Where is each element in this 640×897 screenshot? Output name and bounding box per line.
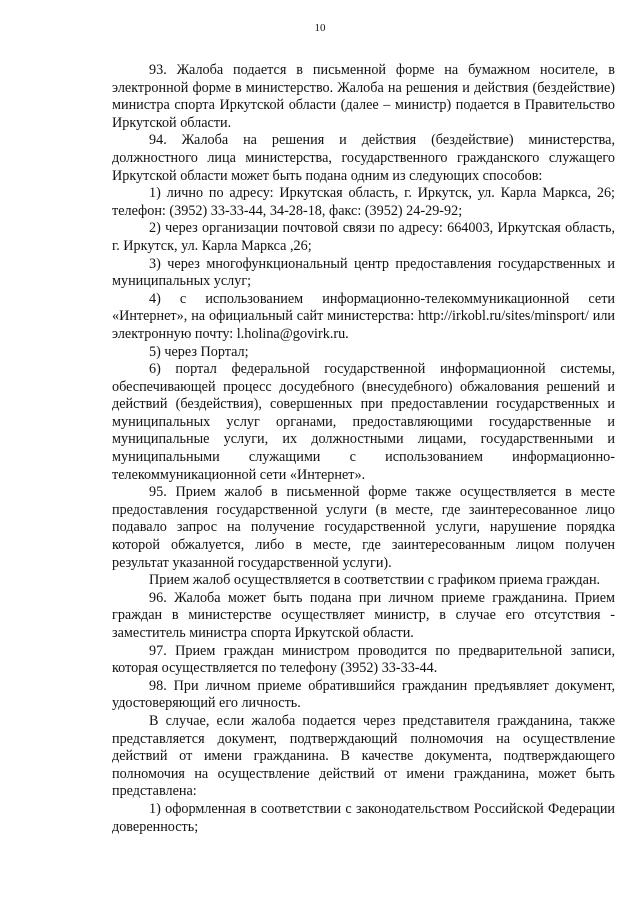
list-item-1: 1) лично по адресу: Иркутская область, г. Иркутск, ул. Карла Маркса, 26; телефон: (3952) 33-33-44, 34-28-18, факс: (3952) 24-29-92; <box>112 185 615 219</box>
list-item-5: 5) через Портал; <box>149 343 249 360</box>
paragraph-98: 98. При личном приеме обратившийся гражданин предъявляет документ, удостоверяющий его личность. <box>112 677 615 712</box>
paragraph-95-schedule: Прием жалоб осуществляется в соответствии с графиком приема граждан. <box>149 572 601 589</box>
document-body <box>112 62 615 836</box>
paragraph-94: 94. Жалоба на решения и действия (бездействие) министерства, должностного лица министерства, государственного гражданского служащего Иркутской области может быть подана одним из следующих способов: <box>112 132 615 184</box>
list-item-3: 3) через многофункциональный центр предоставления государственных и муниципальных услуг; <box>112 255 615 290</box>
list-item-power-of-attorney: 1) оформленная в соответствии с законодательством Российской Федерации доверенность; <box>112 800 615 835</box>
paragraph-96: 96. Жалоба может быть подана при личном приеме гражданина. Прием граждан в министерстве осуществляет министр, в случае его отсутствия - заместитель министра спорта Иркутской области. <box>112 589 615 641</box>
paragraph-93: 93. Жалоба подается в письменной форме на бумажном носителе, в электронной форме в министерство. Жалоба на решения и действия (бездействие) министра спорта Иркутской области (далее – министр) подается в Правительство Иркутской области. <box>112 62 615 131</box>
list-item-6: 6) портал федеральной государственной информационной системы, обеспечивающей процесс досудебного (внесудебного) обжалования решений и действий (бездействия), совершенных при предоставлении государственных и муниципальных услуг органами, предоставляющими государственные и муниципальные услуги, их должностными лицами, государственными и муниципальными служащими с использованием информационно-телекоммуникационной сети «Интернет». <box>112 361 615 483</box>
page-number: 10 <box>314 22 326 34</box>
paragraph-97: 97. Прием граждан министром проводится по предварительной записи, которая осуществляется по телефону (3952) 33-33-44. <box>112 642 615 677</box>
paragraph-95: 95. Прием жалоб в письменной форме также осуществляется в месте предоставления государственной услуги (в месте, где заинтересованное лицо подавало запрос на получение государственной услуги, нарушение порядка которой обжалуется, либо в месте, где заинтересованным лицом получен результат указанной государственной услуги). <box>112 484 615 571</box>
list-item-4: 4) с использованием информационно-телекоммуникационной сети «Интернет», на официальный сайт министерства: http://irkobl.ru/sites/minsport/ или электронную почту: l.holina@govirk.ru. <box>112 290 615 342</box>
list-item-2: 2) через организации почтовой связи по адресу: 664003, Иркутская область, г. Иркутск, ул. Карла Маркса ,26; <box>112 220 615 254</box>
paragraph-representative: В случае, если жалоба подается через представителя гражданина, также представляется документ, подтверждающий полномочия на осуществление действий от имени гражданина. В качестве документа, подтверждающего полномочия на осуществление действий от имени гражданина, может быть представлена: <box>112 712 615 800</box>
